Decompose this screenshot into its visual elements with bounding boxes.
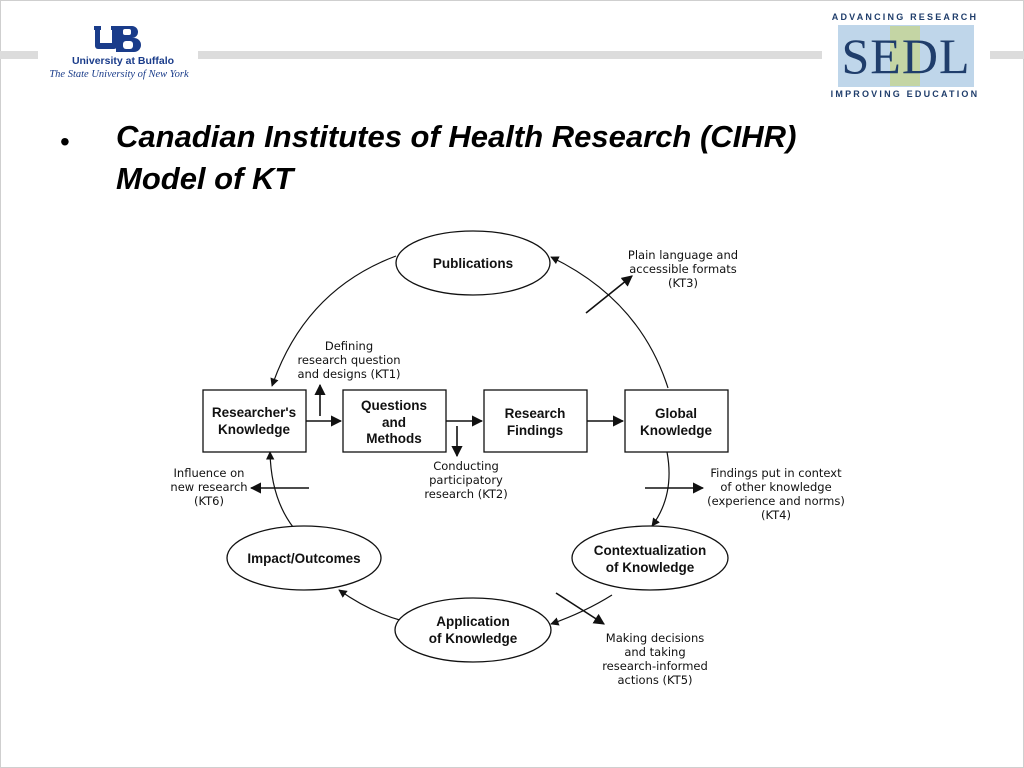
title-line-1: Canadian Institutes of Health Research (CIHR): [116, 119, 797, 154]
research-findings-node: [484, 390, 587, 452]
kt5-annotation: actions (KT5): [617, 673, 693, 687]
application-node: [395, 598, 551, 662]
kt4-annotation: (KT4): [761, 508, 791, 522]
global-knowledge-node: [625, 390, 728, 452]
questions-methods-label: Methods: [366, 431, 422, 446]
kt2-annotation: Conducting: [433, 459, 499, 473]
kt3-annotation: accessible formats: [629, 262, 737, 276]
questions-methods-label: and: [381, 415, 407, 430]
bullet-marker: •: [60, 126, 70, 157]
kt6-annotation: Influence on: [173, 466, 245, 480]
kt1-annotation: Defining: [324, 339, 374, 353]
researchers-knowledge-label: Knowledge: [217, 422, 291, 437]
sedl-bottom-text: IMPROVING EDUCATION: [830, 89, 980, 99]
impact-outcomes-label: Impact/Outcomes: [247, 551, 361, 566]
arc-application-to-impact: [339, 590, 403, 621]
global-knowledge-label: Global: [654, 406, 698, 421]
kt4-annotation: (experience and norms): [707, 494, 845, 508]
research-findings-label: Findings: [506, 423, 564, 438]
sedl-top-text: ADVANCING RESEARCH: [831, 12, 979, 22]
arc-impact-to-researcher: [270, 452, 293, 527]
sedl-wordmark: SEDL: [841, 28, 971, 84]
contextualization-label: Contextualization: [593, 543, 707, 558]
kt3-annotation: Plain language and: [627, 248, 739, 262]
arc-global-to-context: [652, 452, 669, 526]
publications-label: Publications: [432, 256, 514, 271]
arc-global-to-publications: [551, 257, 668, 388]
contextualization-node: [572, 526, 728, 590]
kt6-annotation: (KT6): [194, 494, 224, 508]
kt5-annotation: Making decisions: [605, 631, 705, 645]
kt2-annotation: research (KT2): [424, 487, 508, 501]
ub-name: University at Buffalo: [71, 55, 175, 67]
title-line-2: Model of KT: [116, 161, 294, 196]
kt5-annotation: research-informed: [602, 659, 708, 673]
questions-methods-label: Questions: [360, 398, 428, 413]
contextualization-label: of Knowledge: [605, 560, 695, 575]
kt2-annotation: participatory: [429, 473, 503, 487]
ub-tagline: The State University of New York: [49, 69, 189, 80]
kt4-annotation: Findings put in context: [710, 466, 842, 480]
application-label: Application: [436, 614, 510, 629]
application-label: of Knowledge: [428, 631, 518, 646]
researchers-knowledge-label: Researcher's: [211, 405, 297, 420]
kt3-annotation: (KT3): [668, 276, 698, 290]
global-knowledge-label: Knowledge: [639, 423, 713, 438]
kt1-annotation: research question: [297, 353, 401, 367]
kt4-annotation: of other knowledge: [720, 480, 832, 494]
research-findings-label: Research: [504, 406, 566, 421]
kt5-annotation: and taking: [624, 645, 686, 659]
kt1-annotation: and designs (KT1): [297, 367, 401, 381]
researchers-knowledge-node: [203, 390, 306, 452]
kt6-annotation: new research: [170, 480, 248, 494]
